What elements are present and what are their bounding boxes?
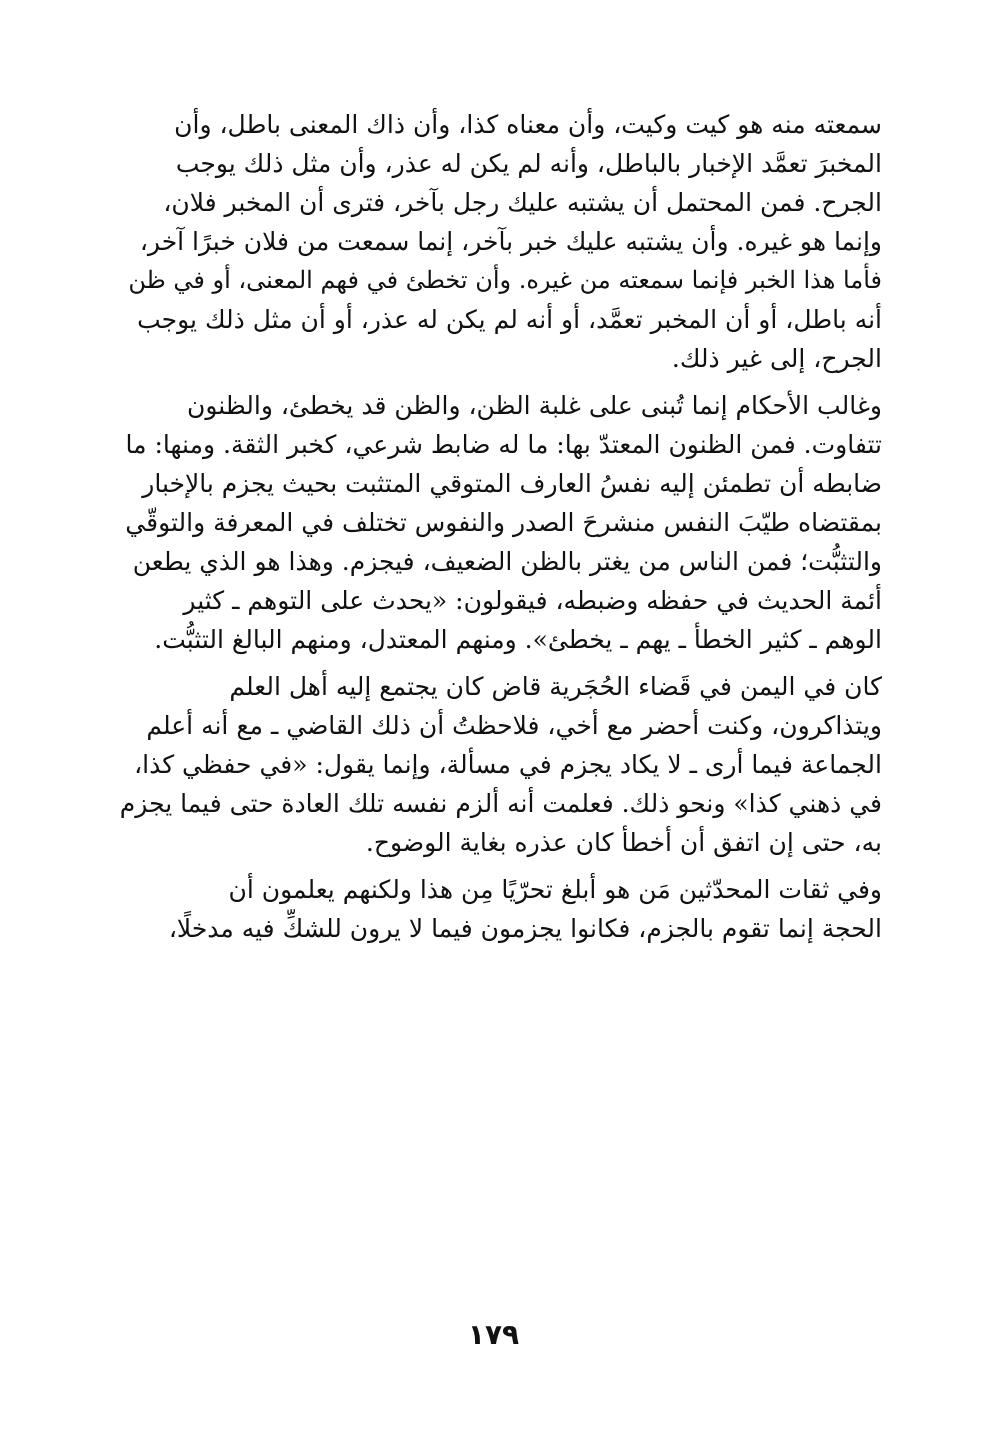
text-line: وغالب الأحكام إنما تُبنى على غلبة الظن، والظن قد يخطئ، والظنون <box>186 391 882 420</box>
text-line: أنه باطل، أو أن المخبر تعمَّد، أو أنه لم يكن له عذر، أو أن مثل ذلك يوجب <box>137 305 882 334</box>
text-line: تتفاوت. فمن الظنون المعتدّ بها: ما له ضابط شرعي، كخبر الثقة. ومنها: ما <box>125 430 882 459</box>
text-line: وإنما هو غيره. وأن يشتبه عليك خبر بآخر، إنما سمعت من فلان خبرًا آخر، <box>139 227 882 256</box>
text-line: به، حتى إن اتفق أن أخطأ كان عذره بغاية الوضوح. <box>365 828 882 857</box>
text-line: ضابطه أن تطمئن إليه نفسُ العارف المتوقي المتثبت بحيث يجزم بالإخبار <box>142 469 882 498</box>
page-number: ١٧٩ <box>467 1318 520 1351</box>
text-line: والتثبُّت؛ فمن الناس من يغتر بالظن الضعيف، فيجزم. وهذا هو الذي يطعن <box>132 547 882 576</box>
text-line: الجرح. فمن المحتمل أن يشتبه عليك رجل بآخر، فترى أن المخبر فلان، <box>163 188 882 217</box>
text-line: كان في اليمن في قَضاء الحُجَرية قاض كان يجتمع إليه أهل العلم <box>229 672 882 701</box>
text-line: الحجة إنما تقوم بالجزم، فكانوا يجزمون فيما لا يرون للشكِّ فيه مدخلًا، <box>168 914 882 943</box>
text-line: سمعته منه هو كيت وكيت، وأن معناه كذا، وأن ذاك المعنى باطل، وأن <box>174 110 882 139</box>
paragraph-4 <box>120 870 882 948</box>
text-line: الجرح، إلى غير ذلك. <box>671 344 882 373</box>
text-line: في ذهني كذا» ونحو ذلك. فعلمت أنه ألزم نفسه تلك العادة حتى فيما يجزم <box>120 789 882 818</box>
text-line: ويتذاكرون، وكنت أحضر مع أخي، فلاحظتُ أن ذلك القاضي ـ مع أنه أعلم <box>146 711 882 740</box>
text-line: أئمة الحديث في حفظه وضبطه، فيقولون: «يحدث على التوهم ـ كثير <box>183 586 882 615</box>
text-line: الجماعة فيما أرى ـ لا يكاد يجزم في مسألة، وإنما يقول: «في حفظي كذا، <box>134 750 882 779</box>
paragraph-3 <box>120 667 882 862</box>
text-line: المخبرَ تعمَّد الإخبار بالباطل، وأنه لم يكن له عذر، وأن مثل ذلك يوجب <box>175 149 882 178</box>
text-line: بمقتضاه طيّبَ النفس منشرحَ الصدر والنفوس تختلف في المعرفة والتوقّي <box>125 508 882 537</box>
paragraph-1 <box>120 105 882 378</box>
page-body <box>120 105 882 948</box>
text-line: الوهم ـ كثير الخطأ ـ يهم ـ يخطئ». ومنهم المعتدل، ومنهم البالغ التثبُّت. <box>154 625 882 654</box>
text-line: فأما هذا الخبر فإنما سمعته من غيره. وأن تخطئ في فهم المعنى، أو في ظن <box>128 266 882 294</box>
paragraph-2 <box>120 386 882 659</box>
text-line: وفي ثقات المحدّثين مَن هو أبلغ تحرّيًا مِن هذا ولكنهم يعلمون أن <box>228 875 882 904</box>
